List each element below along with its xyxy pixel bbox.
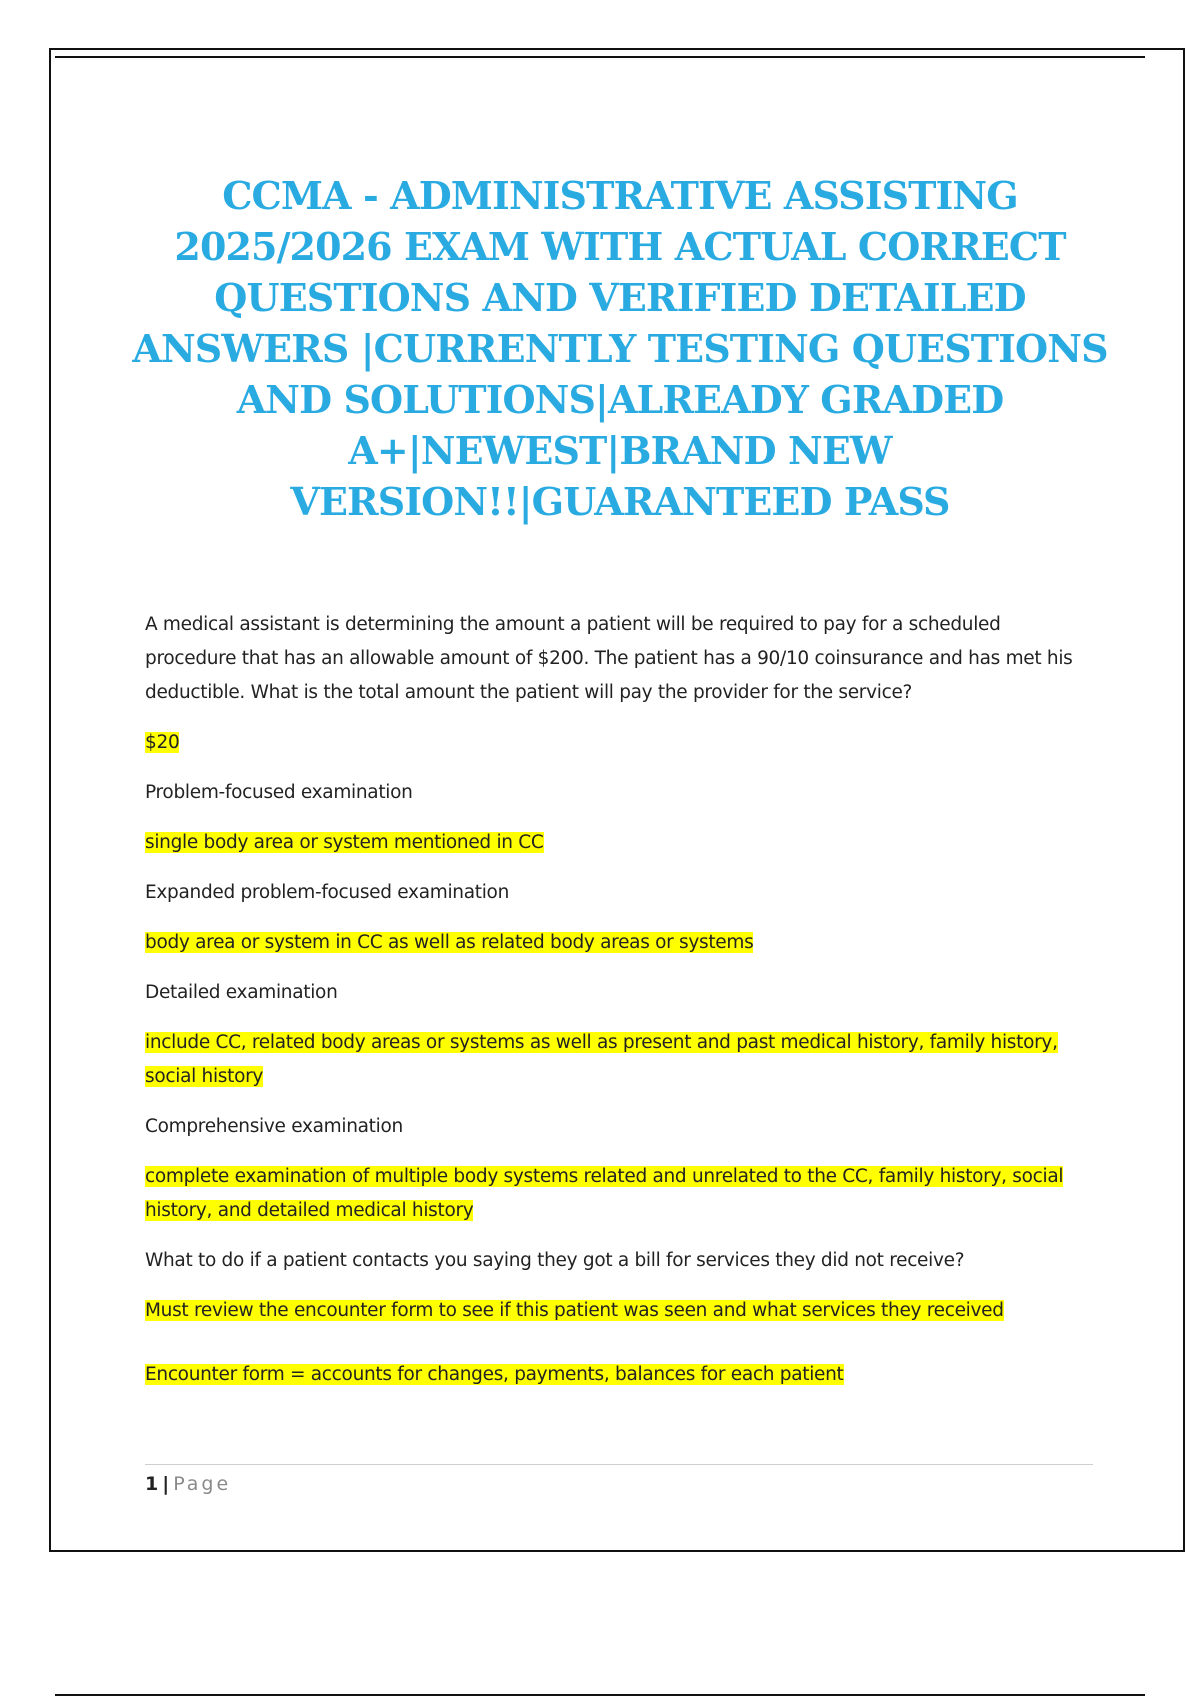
question-text	[145, 876, 1093, 910]
question-text-content: A medical assistant is determining the amount a patient will be required to pay for a scheduled procedure that has an allowable amount of $200. The patient has a 90/10 coinsurance and has met his deductible. What is the total amount the patient will pay the provider for the service?	[145, 614, 1073, 703]
answer-text	[145, 1358, 1093, 1392]
question-text-content: Expanded problem-focused examination	[145, 882, 509, 903]
question-text	[145, 1110, 1093, 1144]
answer-text	[145, 926, 1093, 960]
answer-text	[145, 826, 1093, 860]
answer-text	[145, 726, 1093, 760]
answer-highlight: Must review the encounter form to see if this patient was seen and what services they received	[145, 1300, 1004, 1321]
answer-highlight: $20	[145, 732, 180, 753]
answer-text	[145, 1160, 1093, 1228]
question-text	[145, 1244, 1093, 1278]
page-label: Page	[173, 1473, 232, 1495]
footer-separator: |	[162, 1473, 170, 1495]
question-text	[145, 776, 1093, 810]
question-text-content: Detailed examination	[145, 982, 338, 1003]
answer-highlight: include CC, related body areas or systems as well as present and past medical history, family history, social history	[145, 1032, 1058, 1087]
page-footer	[145, 1470, 231, 1498]
answer-text	[145, 1294, 1093, 1328]
question-text-content: What to do if a patient contacts you saying they got a bill for services they did not receive?	[145, 1250, 965, 1271]
answer-highlight: complete examination of multiple body systems related and unrelated to the CC, family history, social history, and detailed medical history	[145, 1166, 1064, 1221]
question-text	[145, 976, 1093, 1010]
footer-rule	[145, 1464, 1093, 1465]
next-page-top-rule	[55, 1694, 1145, 1696]
question-text-content: Problem-focused examination	[145, 782, 413, 803]
question-text	[145, 608, 1093, 710]
document-title: CCMA - ADMINISTRATIVE ASSISTING 2025/2026 EXAM WITH ACTUAL CORRECT QUESTIONS AND VERIFIED DETAILED ANSWERS |CURRENTLY TESTING QUESTIONS AND SOLUTIONS|ALREADY GRADED A+|NEWEST|BRAND NEW VERSION!!|GUARANTEED PASS	[132, 173, 1108, 524]
page-number: 1	[145, 1473, 159, 1495]
qa-content	[145, 608, 1093, 1408]
question-text-content: Comprehensive examination	[145, 1116, 403, 1137]
answer-highlight: single body area or system mentioned in CC	[145, 832, 544, 853]
answer-text	[145, 1026, 1093, 1094]
answer-highlight: body area or system in CC as well as related body areas or systems	[145, 932, 754, 953]
answer-highlight: Encounter form = accounts for changes, payments, balances for each patient	[145, 1364, 844, 1385]
